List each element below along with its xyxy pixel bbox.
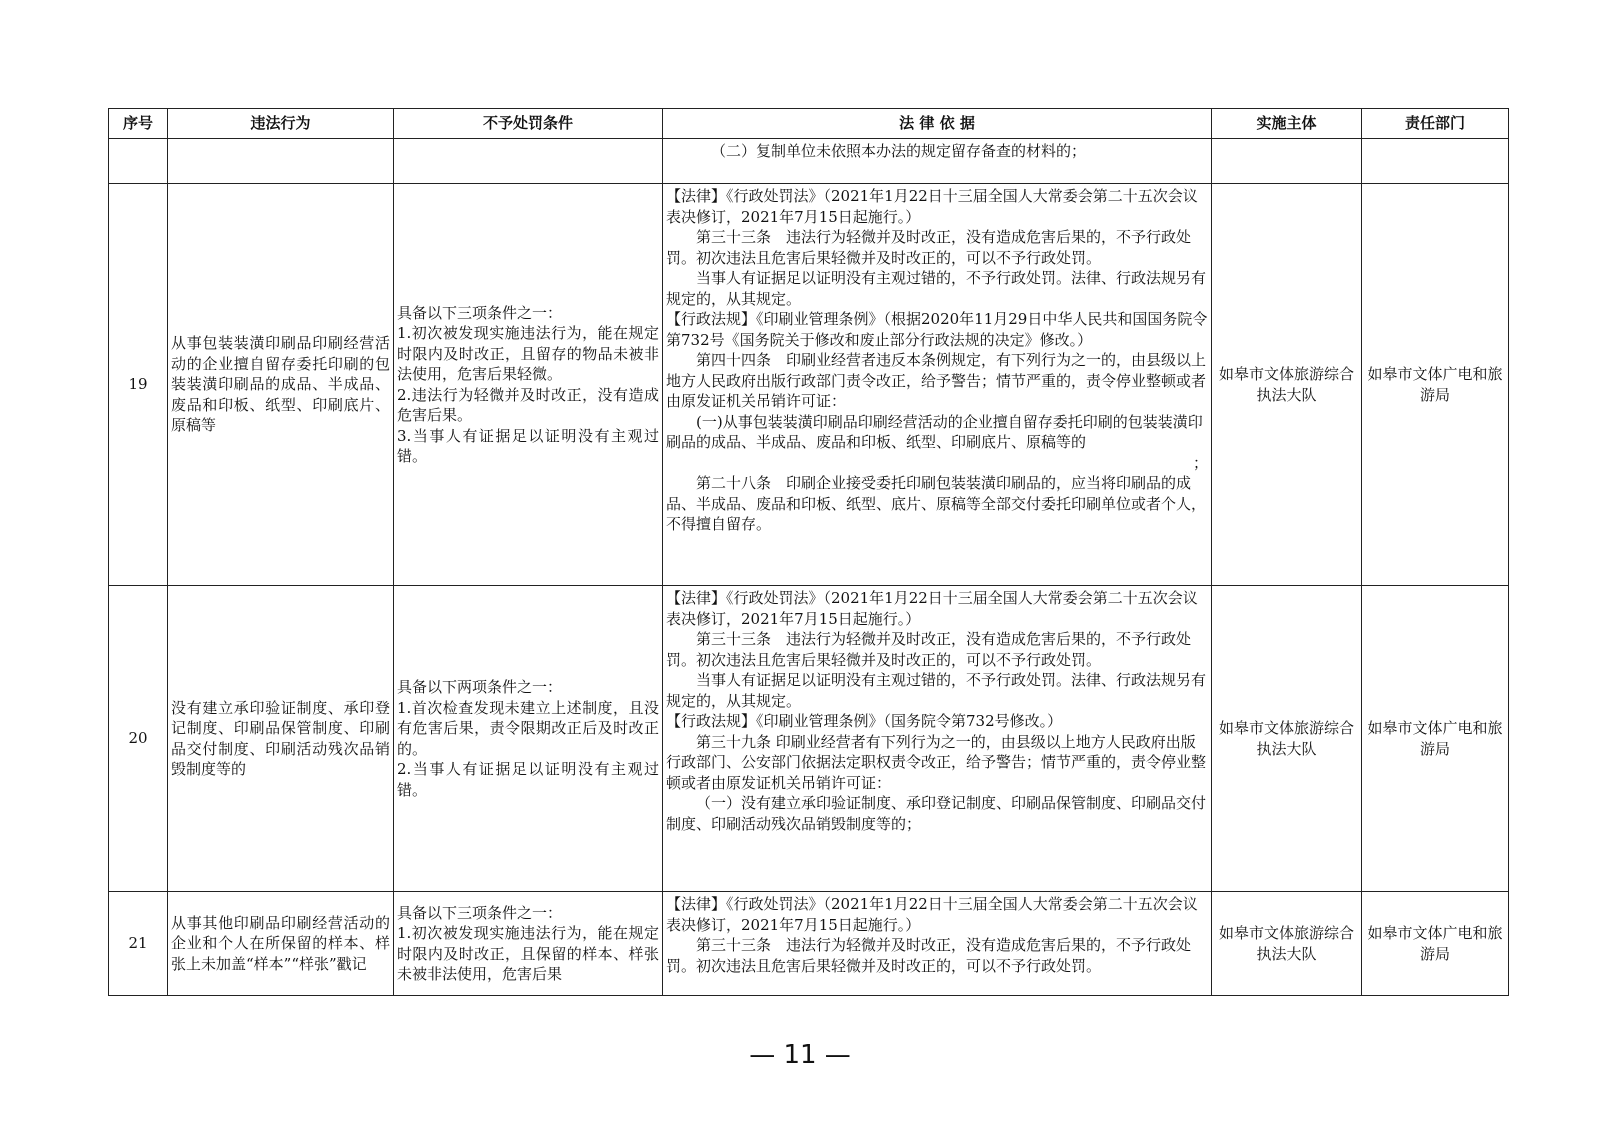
table-row [109,892,1509,996]
penalty-exemption-table [108,108,1509,996]
row-legal-basis: 【法律】《行政处罚法》（2021年1月22日十三届全国人大常委会第二十五次会议表决修订，2021年7月15日起施行。） 第三十三条 违法行为轻微并及时改正，没有造成危害后果的，不予行政处罚。初次违法且危害后果轻微并及时改正的，可以不予行政处罚。 当事人有证据足以证明没有主观过错的，不予行政处罚。法律、行政法规另有规定的，从其规定。 【行政法规】《印刷业管理条例》（国务院令第732号修改。） 第三十九条 印刷业经营者有下列行为之一的，由县级以上地方人民政府出版行政部门、公安部门依据法定职权责令改正，给予警告；情节严重的，责令停业整顿或者由原发证机关吊销许可证： （一）没有建立承印验证制度、承印登记制度、印刷品保管制度、印刷品交付制度、印刷活动残次品销毁制度等的； [663,586,1212,892]
header-violation: 违法行为 [168,109,394,139]
row-violation: 从事其他印刷品印刷经营活动的企业和个人在所保留的样本、样张上未加盖“样本”“样张”戳记 [168,892,394,996]
table-row [109,184,1509,586]
header-responsible-dept: 责任部门 [1362,109,1509,139]
row-legal-basis: 【法律】《行政处罚法》（2021年1月22日十三届全国人大常委会第二十五次会议表决修订，2021年7月15日起施行。） 第三十三条 违法行为轻微并及时改正，没有造成危害后果的，不予行政处罚。初次违法且危害后果轻微并及时改正的，可以不予行政处罚。 [663,892,1212,996]
header-legal-basis: 法 律 依 据 [663,109,1212,139]
page-number: — 11 — [749,1040,851,1070]
row-serial: 20 [109,586,168,892]
row-serial: 19 [109,184,168,586]
row-implementing-body: 如皋市文体旅游综合执法大队 [1212,892,1362,996]
row-serial: 21 [109,892,168,996]
row-implementing-body: 如皋市文体旅游综合执法大队 [1212,184,1362,586]
row-responsible-dept: 如皋市文体广电和旅游局 [1362,184,1509,586]
row-responsible-dept: 如皋市文体广电和旅游局 [1362,892,1509,996]
continuation-basis: （二）复制单位未依照本办法的规定留存备查的材料的； [663,139,1212,184]
row-implementing-body: 如皋市文体旅游综合执法大队 [1212,586,1362,892]
header-implementing-body: 实施主体 [1212,109,1362,139]
row-conditions: 具备以下三项条件之一： 1.初次被发现实施违法行为，能在规定时限内及时改正，且留存的物品未被非法使用，危害后果轻微。 2.违法行为轻微并及时改正，没有造成危害后果。 3.当事人有证据足以证明没有主观过错。 [394,184,663,586]
table-row [109,586,1509,892]
header-exemption-conditions: 不予处罚条件 [394,109,663,139]
row-violation: 没有建立承印验证制度、承印登记制度、印刷品保管制度、印刷品交付制度、印刷活动残次品销毁制度等的 [168,586,394,892]
continuation-row [109,139,1509,184]
row-legal-basis: 【法律】《行政处罚法》（2021年1月22日十三届全国人大常委会第二十五次会议表决修订，2021年7月15日起施行。） 第三十三条 违法行为轻微并及时改正，没有造成危害后果的，不予行政处罚。初次违法且危害后果轻微并及时改正的，可以不予行政处罚。 当事人有证据足以证明没有主观过错的，不予行政处罚。法律、行政法规另有规定的，从其规定。 【行政法规】《印刷业管理条例》（根据2020年11月29日中华人民共和国国务院令第732号《国务院关于修改和废止部分行政法规的决定》修改。） 第四十四条 印刷业经营者违反本条例规定，有下列行为之一的，由县级以上地方人民政府出版行政部门责令改正，给予警告；情节严重的，责令停业整顿或者由原发证机关吊销许可证： (一)从事包装装潢印刷品印刷经营活动的企业擅自留存委托印刷的包装装潢印刷品的成品、半成品、废品和印板、纸型、印刷底片、原稿等的 ； 第二十八条 印刷企业接受委托印刷包装装潢印刷品的，应当将印刷品的成品、半成品、废品和印板、纸型、底片、原稿等全部交付委托印刷单位或者个人，不得擅自留存。 [663,184,1212,586]
header-row [109,109,1509,139]
row-violation: 从事包装装潢印刷品印刷经营活动的企业擅自留存委托印刷的包装装潢印刷品的成品、半成品、废品和印板、纸型、印刷底片、原稿等 [168,184,394,586]
header-serial: 序号 [109,109,168,139]
row-responsible-dept: 如皋市文体广电和旅游局 [1362,586,1509,892]
row-conditions: 具备以下三项条件之一： 1.初次被发现实施违法行为，能在规定时限内及时改正，且保留的样本、样张未被非法使用，危害后果 [394,892,663,996]
row-conditions: 具备以下两项条件之一： 1.首次检查发现未建立上述制度，且没有危害后果，责令限期改正后及时改正的。 2.当事人有证据足以证明没有主观过错。 [394,586,663,892]
